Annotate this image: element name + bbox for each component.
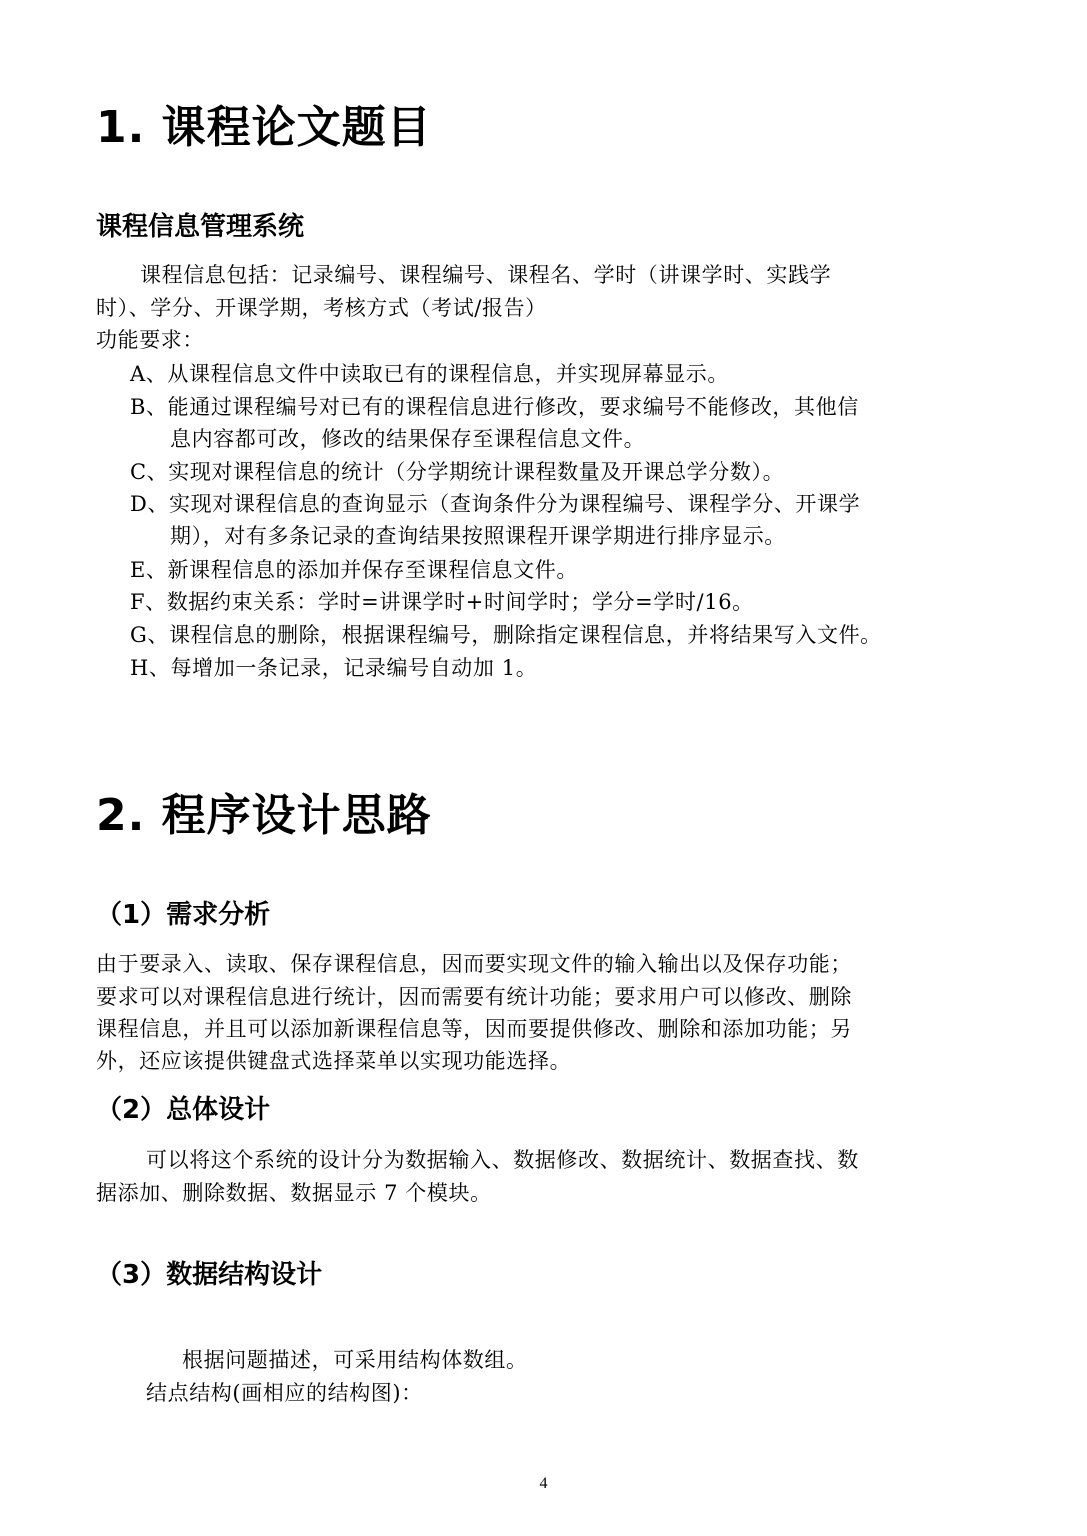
requirement-item: C、实现对课程信息的统计（分学期统计课程数量及开课总学分数）。 — [130, 460, 785, 484]
section2-heading: 2. 程序设计思路 — [96, 790, 432, 841]
requirement-item: G、课程信息的删除，根据课程编号，删除指定课程信息，并将结果写入文件。 — [130, 623, 882, 647]
requirement-item-continued: 息内容都可改，修改的结果保存至课程信息文件。 — [170, 427, 646, 451]
requirement-item-continued: 期），对有多条记录的查询结果按照课程开课学期进行排序显示。 — [170, 524, 786, 548]
requirement-item: E、新课程信息的添加并保存至课程信息文件。 — [130, 558, 578, 582]
requirement-item: F、数据约束关系：学时=讲课学时+时间学时；学分=学时/16。 — [130, 590, 754, 614]
needs-line: 外，还应该提供键盘式选择菜单以实现功能选择。 — [96, 1049, 572, 1073]
page-number: 4 — [539, 1475, 548, 1492]
data-structure-title: （3）数据结构设计 — [96, 1260, 323, 1290]
requirement-item: H、每增加一条记录，记录编号自动加 1。 — [130, 656, 538, 680]
requirement-item: D、实现对课程信息的查询显示（查询条件分为课程编号、课程学分、开课学 — [130, 492, 861, 516]
requirement-item: A、从课程信息文件中读取已有的课程信息，并实现屏幕显示。 — [130, 362, 729, 386]
needs-line: 要求可以对课程信息进行统计，因而需要有统计功能；要求用户可以修改、删除 — [96, 985, 852, 1009]
overall-line: 据添加、删除数据、数据显示 7 个模块。 — [96, 1181, 492, 1205]
data-structure-line: 结点结构(画相应的结构图)： — [146, 1381, 423, 1405]
intro-line: 课程信息包括：记录编号、课程编号、课程名、学时（讲课学时、实践学 — [140, 263, 832, 287]
data-structure-line: 根据问题描述，可采用结构体数组。 — [182, 1348, 528, 1372]
requirement-item: B、能通过课程编号对已有的课程信息进行修改，要求编号不能修改，其他信 — [130, 395, 859, 419]
intro-line: 时）、学分、开课学期，考核方式（考试/报告） — [96, 296, 547, 320]
needs-line: 由于要录入、读取、保存课程信息，因而要实现文件的输入输出以及保存功能； — [96, 952, 852, 976]
section1-subtitle: 课程信息管理系统 — [96, 212, 305, 242]
overall-design-title: （2）总体设计 — [96, 1095, 271, 1125]
function-label: 功能要求： — [96, 328, 204, 352]
needs-analysis-title: （1）需求分析 — [96, 900, 271, 930]
needs-line: 课程信息，并且可以添加新课程信息等，因而要提供修改、删除和添加功能；另 — [96, 1017, 852, 1041]
overall-line: 可以将这个系统的设计分为数据输入、数据修改、数据统计、数据查找、数 — [146, 1148, 859, 1172]
section1-heading: 1. 课程论文题目 — [96, 102, 432, 153]
